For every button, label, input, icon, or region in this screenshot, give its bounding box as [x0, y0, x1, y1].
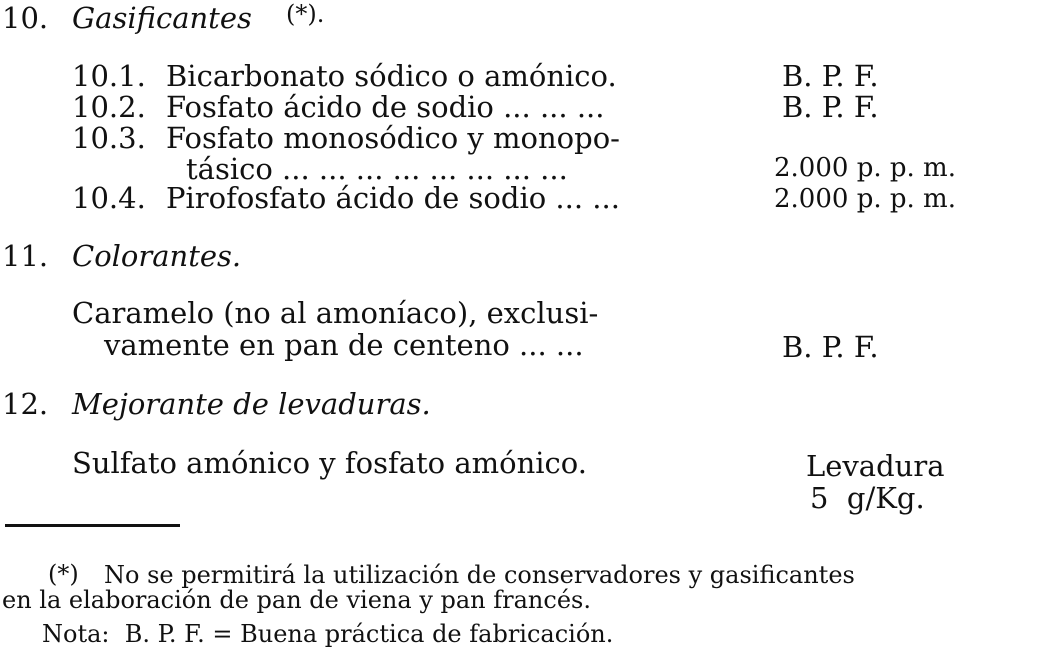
item-10-1-text: Bicarbonato sódico o amónico.	[166, 59, 617, 93]
section-10-title: Gasificantes	[72, 1, 252, 35]
section-10-number: 10.	[2, 1, 49, 35]
item-11-value: B. P. F.	[782, 330, 879, 364]
item-10-2-text: Fosfato ácido de sodio ... ... ...	[166, 90, 605, 124]
item-10-4-value: 2.000 p. p. m.	[774, 184, 956, 214]
item-11-text: Caramelo (no al amoníaco), exclusi-	[72, 296, 599, 330]
item-12-value-line2: 5 g/Kg.	[810, 481, 925, 515]
item-12-value: Levadura	[806, 449, 945, 483]
section-11-title: Colorantes.	[72, 239, 242, 273]
footnote-line-1: No se permitirá la utilización de conservadores y gasificantes	[104, 561, 855, 589]
item-10-1-number: 10.1.	[72, 59, 146, 93]
footnote-divider	[5, 524, 180, 527]
item-10-4-text: Pirofosfato ácido de sodio ... ...	[166, 181, 620, 215]
item-10-2-number: 10.2.	[72, 90, 146, 124]
footnote-marker: (*)	[48, 560, 79, 588]
section-11-number: 11.	[2, 239, 49, 273]
item-10-2-value: B. P. F.	[782, 90, 879, 124]
item-10-3-number: 10.3.	[72, 121, 146, 155]
item-10-4-number: 10.4.	[72, 181, 146, 215]
section-12-title: Mejorante de levaduras.	[72, 387, 431, 421]
item-10-3-value: 2.000 p. p. m.	[774, 153, 956, 183]
footnote-note: Nota: B. P. F. = Buena práctica de fabricación.	[42, 620, 614, 648]
section-10-title-mark: (*).	[286, 0, 325, 28]
item-12-text: Sulfato amónico y fosfato amónico.	[72, 446, 587, 480]
item-11-text-cont: vamente en pan de centeno ... ...	[104, 328, 584, 362]
item-10-3-text: Fosfato monosódico y monopo-	[166, 121, 620, 155]
section-12-number: 12.	[2, 387, 49, 421]
item-10-1-value: B. P. F.	[782, 59, 879, 93]
item-10-3-text-cont: tásico ... ... ... ... ... ... ... ...	[186, 152, 568, 186]
footnote-line-2: en la elaboración de pan de viena y pan francés.	[2, 586, 591, 614]
